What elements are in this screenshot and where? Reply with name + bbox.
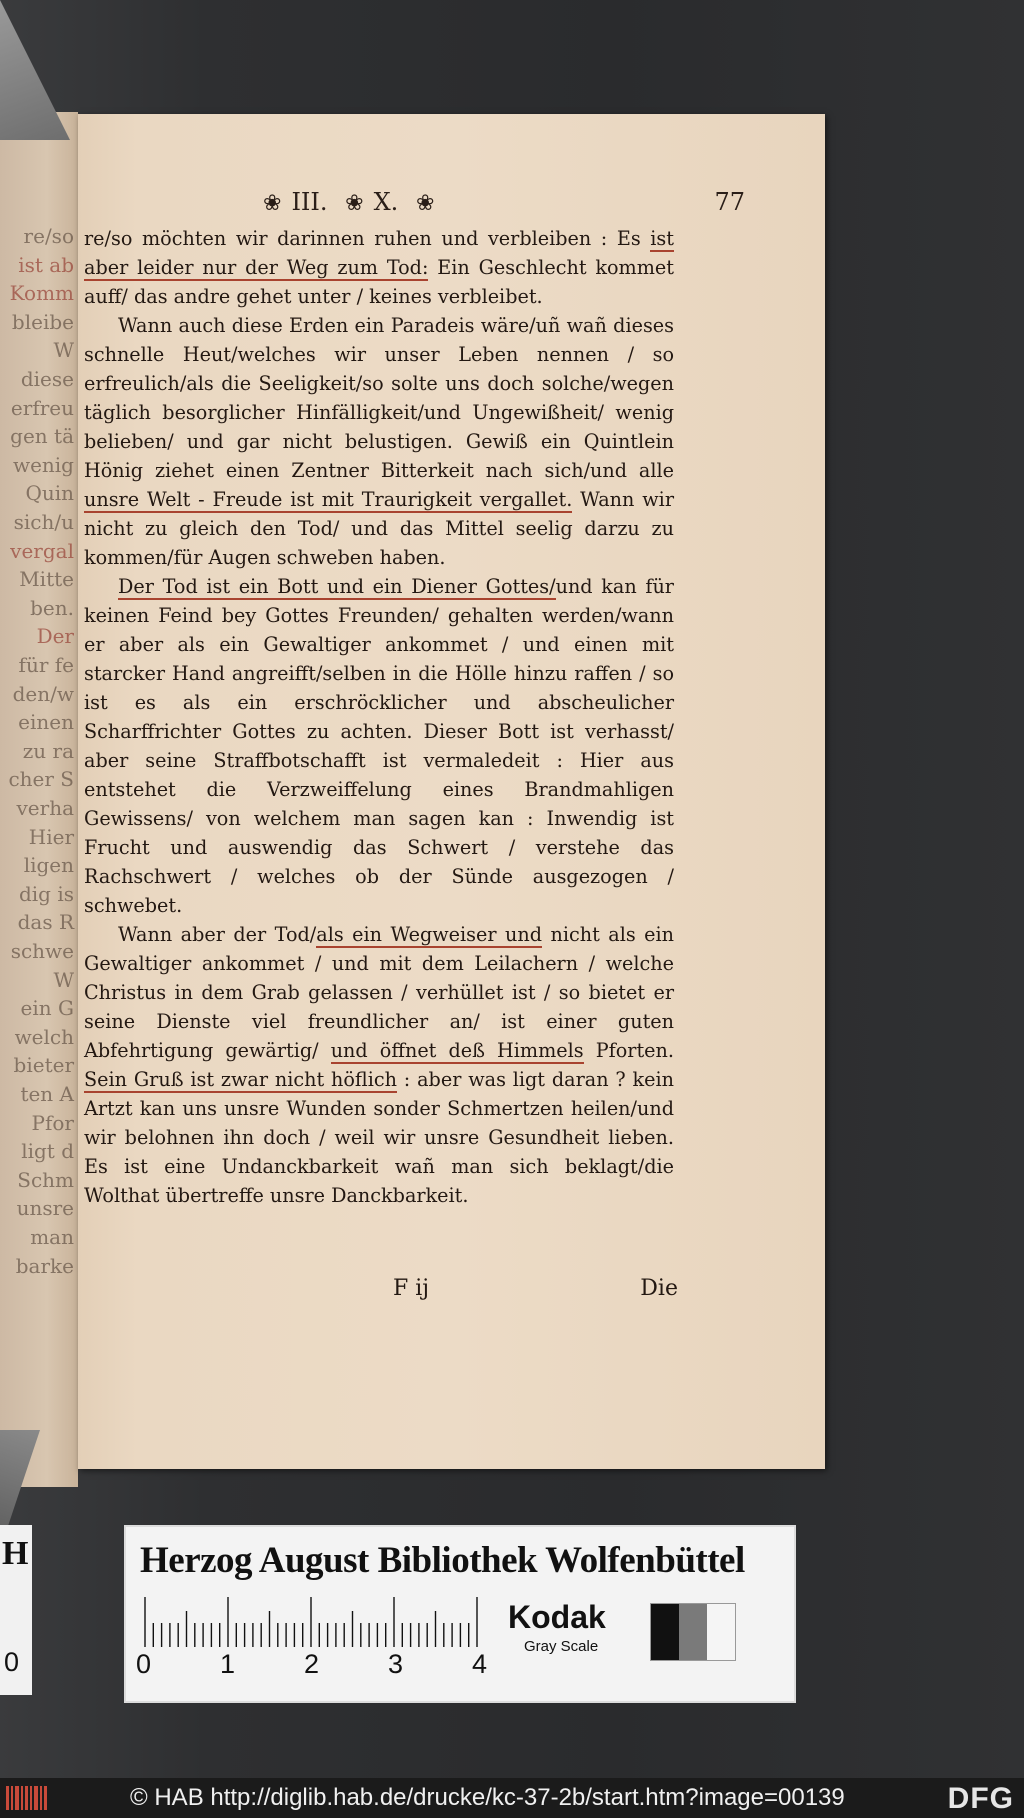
ruler-number: 4 xyxy=(472,1649,488,1679)
leaf-fragment: W xyxy=(53,967,74,992)
leaf-fragment: ben. xyxy=(30,595,74,620)
leaf-fragment: unsre xyxy=(16,1196,74,1221)
ruler-number: 0 xyxy=(136,1649,152,1679)
underlined-passage: und öffnet deß Himmels xyxy=(330,1039,584,1062)
text-run: Ein Geschlecht kommet auff/ das andre gehet unter / keines verbleibet. xyxy=(84,256,675,308)
gray-swatches xyxy=(650,1603,736,1661)
signature-mark: F ij xyxy=(393,1276,430,1301)
footer-bar xyxy=(0,1778,1024,1818)
underlined-passage: Der Tod ist ein Bott und ein Diener Gottes/ xyxy=(118,575,556,598)
text-run: Pforten. xyxy=(583,1039,674,1062)
leaf-fragment: wenig xyxy=(12,452,74,477)
ornament-icon: ❀ xyxy=(345,191,364,216)
ruler-number: 3 xyxy=(388,1649,404,1679)
leaf-fragment: Pfor xyxy=(31,1110,74,1135)
text-run: Wann aber der Tod/ xyxy=(118,923,317,946)
swatch-white xyxy=(707,1604,735,1660)
previous-leaf-edge xyxy=(0,112,78,1487)
page-number: 77 xyxy=(714,188,745,216)
paragraph xyxy=(84,920,674,1210)
color-card-fragment xyxy=(0,1525,32,1695)
leaf-fragment: ist ab xyxy=(18,252,74,277)
leaf-fragment: bleibe xyxy=(11,309,74,334)
credit-link[interactable]: © HAB http://diglib.hab.de/drucke/kc-37-2b/start.htm?image=00139 xyxy=(130,1784,845,1811)
paragraph xyxy=(84,224,674,311)
underlined-passage: ist aber leider nur der Weg zum Tod: xyxy=(84,227,674,279)
swatch-gray xyxy=(679,1604,707,1660)
leaf-fragment: einen xyxy=(18,710,74,735)
dfg-logo: DFG xyxy=(947,1782,1014,1815)
header-left: III. xyxy=(291,188,328,216)
leaf-fragment: den/w xyxy=(12,681,74,706)
leaf-fragment: ligt d xyxy=(21,1139,74,1164)
leaf-fragment: erfreu xyxy=(10,395,74,420)
ruler-number: 2 xyxy=(304,1649,320,1679)
gray-scale-label: Gray Scale xyxy=(524,1638,599,1655)
text-run: Wann auch diese Erden ein Paradeis wäre/uñ wañ dieses schnelle Heut/welches wir unser Leben nennen / so erfreulich/als die Seeligkeit/so solte uns doch solche/wegen täglich besorglicher Hinfälligkeit/und Ungewißheit/ wenig belieben/ und gar nicht belustigen. Gewiß ein Quintlein Hönig ziehet einen Zentner Bitterkeit nach sich/und alle xyxy=(84,314,674,482)
header-mid: X. xyxy=(373,188,399,216)
running-header xyxy=(253,188,753,222)
leaf-fragment: Der xyxy=(36,624,74,649)
leaf-fragment: zu ra xyxy=(22,738,74,763)
leaf-fragment: barke xyxy=(15,1253,74,1278)
leaf-fragment: ligen xyxy=(23,853,74,878)
ruler-scale xyxy=(142,1597,482,1647)
leaf-fragment: bieter xyxy=(13,1053,74,1078)
leaf-fragment: verha xyxy=(16,796,74,820)
leaf-fragment: schwe xyxy=(10,939,74,963)
leaf-fragment: Schm xyxy=(17,1167,74,1192)
ruler-number: 1 xyxy=(220,1649,236,1679)
text-run: re/so möchten wir darinnen ruhen und verbleiben : Es xyxy=(84,227,651,250)
leaf-fragment: Quin xyxy=(25,481,74,506)
ornament-icon: ❀ xyxy=(415,191,435,216)
leaf-fragment: diese xyxy=(20,367,74,391)
leaf-fragment: Hier xyxy=(28,824,74,849)
leaf-fragment: ten A xyxy=(20,1082,74,1106)
underlined-passage: Sein Gruß ist zwar nicht höflich xyxy=(84,1068,397,1091)
text-run: Wann wir nicht zu gleich den Tod/ und das Mittel seelig darzu zu kommen/für Augen schweben haben. xyxy=(84,488,674,569)
leaf-fragment: dig is xyxy=(18,881,74,906)
card-title: Herzog August Bibliothek Wolfenbüttel xyxy=(140,1540,745,1581)
text-run: und kan für keinen Feind bey Gottes Freunden/ gehalten werden/wann er aber als ein Gewaltiger ankommet / und einen mit starcker Hand angreifft/selben in die Hölle hinzu raffen / so ist es als ein erschröcklicher und abscheulicher Scharffrichter Gottes zu achten. Dieser Bott ist verhasst/ aber seine Straffbotschafft ist vermaledeit : Hier aus entstehet die Verzweiffelung eines Brandmahligen Gewissens/ von welchem man sagen kan : Inwendig ist Frucht und auswendig das Schwert / verstehe das Rachschwert / welches ob der Sünde ausgezogen / schwebet. xyxy=(84,575,674,917)
leaf-fragment: Komm xyxy=(9,281,74,306)
kodak-logo: Kodak xyxy=(508,1599,606,1635)
leaf-fragment: sich/u xyxy=(13,510,74,534)
swatch-black xyxy=(651,1604,679,1660)
color-reference-card xyxy=(124,1525,796,1703)
book-page xyxy=(78,114,825,1469)
text-run: : aber was ligt daran ? kein Artzt kan uns unsre Wunden sonder Schmertzen heilen/und wir belohnen ihn doch / weil wir unsre Gesundheit lieben. Es ist eine Undanckbarkeit wañ man sich beklagt/die Wolthat übertreffe unsre Danckbarkeit. xyxy=(84,1068,674,1207)
text-run: nicht als ein Gewaltiger ankommet / und mit dem Leilachern / welche Christus in dem Grab gelassen / verhüllet ist / so bietet er seine Dienste viel freundlicher an/ ist einer guten Abfehrtigung gewärtig/ xyxy=(84,923,674,1062)
body-text xyxy=(84,224,674,1210)
paragraph xyxy=(84,572,674,920)
leaf-fragment: man xyxy=(30,1225,74,1249)
leaf-fragment: für fe xyxy=(18,653,74,677)
leaf-fragment: cher S xyxy=(8,767,74,792)
page-footer xyxy=(78,1276,678,1306)
leaf-fragment: gen tä xyxy=(10,424,74,449)
leaf-fragment: welch xyxy=(14,1024,74,1049)
leaf-fragment: Mitte xyxy=(19,567,74,592)
fragment-number: 0 xyxy=(4,1647,20,1677)
catchword: Die xyxy=(640,1276,678,1301)
leaf-fragment: vergal xyxy=(10,538,74,563)
leaf-fragment: re/so xyxy=(23,224,74,248)
fragment-letter: H xyxy=(2,1535,29,1572)
leaf-fragment: das R xyxy=(17,910,74,935)
leaf-fragment: W xyxy=(53,338,74,363)
paragraph xyxy=(84,311,674,572)
barcode-icon xyxy=(6,1786,48,1810)
underlined-passage: als ein Wegweiser und xyxy=(316,923,543,946)
underlined-passage: unsre Welt - Freude ist mit Traurigkeit vergallet. xyxy=(84,488,573,511)
ornament-icon: ❀ xyxy=(263,191,282,216)
leaf-fragment: ein G xyxy=(20,996,74,1021)
